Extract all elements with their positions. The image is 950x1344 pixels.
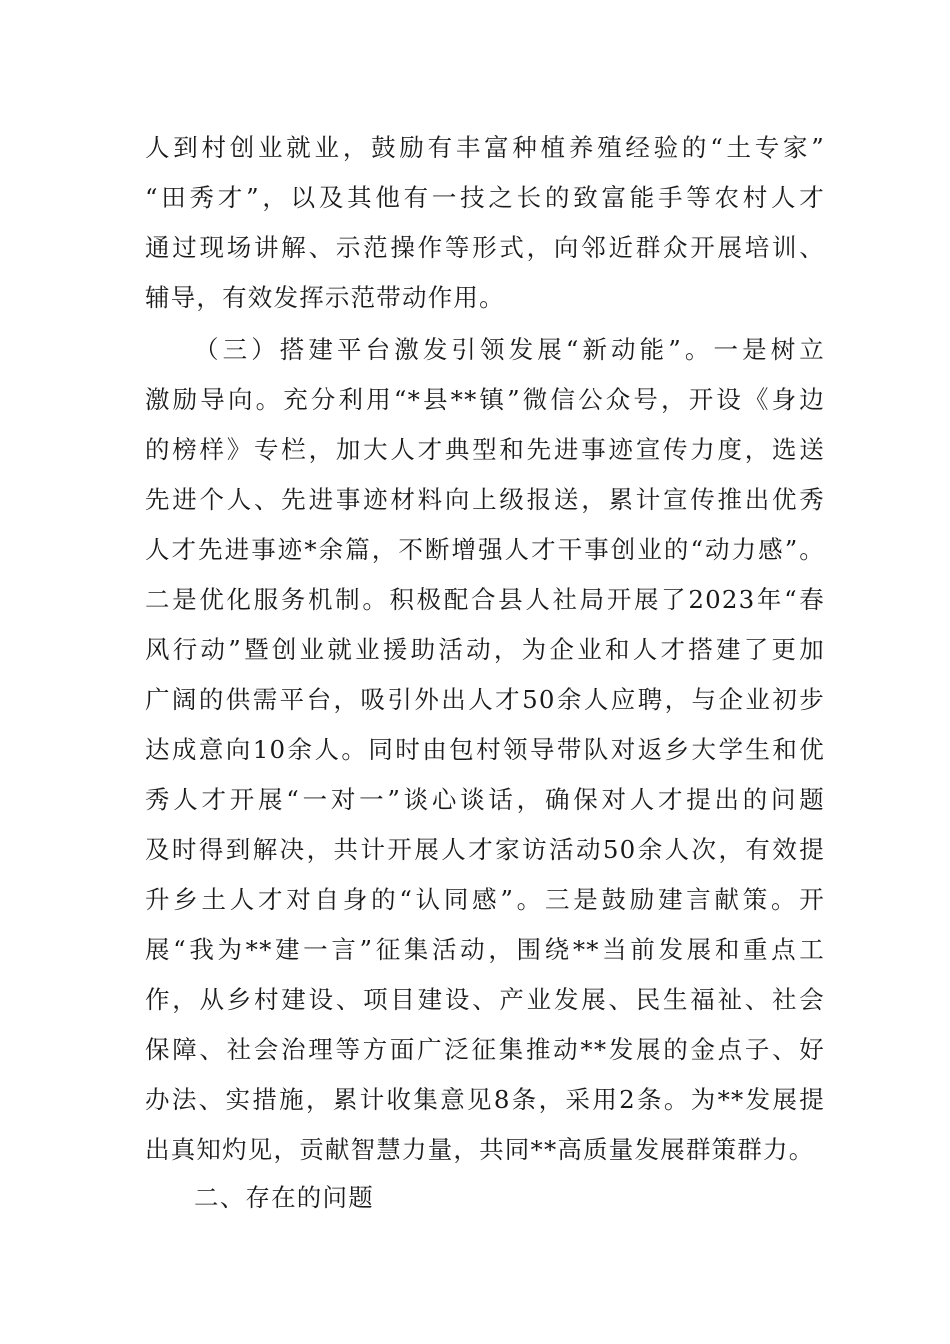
paragraph-2-line-10: 秀人才开展“一对一”谈心谈话，确保对人才提出的问题 [145, 785, 825, 814]
paragraph-2-line-12: 升乡土人才对自身的“认同感”。三是鼓励建言献策。开 [145, 885, 825, 914]
paragraph-2-line-2: 激励导向。充分利用“*县**镇”微信公众号，开设《身边 [145, 385, 825, 414]
paragraph-1-line-2: “田秀才”，以及其他有一技之长的致富能手等农村人才 [145, 183, 825, 212]
paragraph-2-line-17: 出真知灼见，贡献智慧力量，共同**高质量发展群策群力。 [145, 1135, 815, 1164]
paragraph-2-line-16: 办法、实措施，累计收集意见8条，采用2条。为**发展提 [145, 1085, 825, 1114]
paragraph-2-line-9: 达成意向10余人。同时由包村领导带队对返乡大学生和优 [145, 735, 825, 764]
paragraph-2-line-14: 作，从乡村建设、项目建设、产业发展、民生福祉、社会 [145, 985, 825, 1014]
paragraph-2-line-4: 先进个人、先进事迹材料向上级报送，累计宣传推出优秀 [145, 485, 825, 514]
paragraph-2-line-15: 保障、社会治理等方面广泛征集推动**发展的金点子、好 [145, 1035, 825, 1064]
paragraph-2-line-8: 广阔的供需平台，吸引外出人才50余人应聘，与企业初步 [145, 685, 825, 714]
paragraph-1-line-1: 人到村创业就业，鼓励有丰富种植养殖经验的“土专家” [145, 133, 825, 162]
paragraph-1-line-4: 辅导，有效发挥示范带动作用。 [145, 283, 505, 312]
paragraph-1-line-3: 通过现场讲解、示范操作等形式，向邻近群众开展培训、 [145, 233, 825, 262]
paragraph-2-line-6: 二是优化服务机制。积极配合县人社局开展了2023年“春 [145, 585, 825, 614]
paragraph-2-line-11: 及时得到解决，共计开展人才家访活动50余人次，有效提 [145, 835, 825, 864]
paragraph-2-line-13: 展“我为**建一言”征集活动，围绕**当前发展和重点工 [145, 935, 825, 964]
paragraph-2-line-1: （三）搭建平台激发引领发展“新动能”。一是树立 [194, 335, 825, 364]
paragraph-2-line-7: 风行动”暨创业就业援助活动，为企业和人才搭建了更加 [145, 635, 825, 664]
section-heading: 二、存在的问题 [194, 1183, 374, 1212]
paragraph-2-line-3: 的榜样》专栏，加大人才典型和先进事迹宣传力度，选送 [145, 435, 825, 464]
paragraph-2-line-5: 人才先进事迹*余篇，不断增强人才干事创业的“动力感”。 [145, 535, 825, 564]
